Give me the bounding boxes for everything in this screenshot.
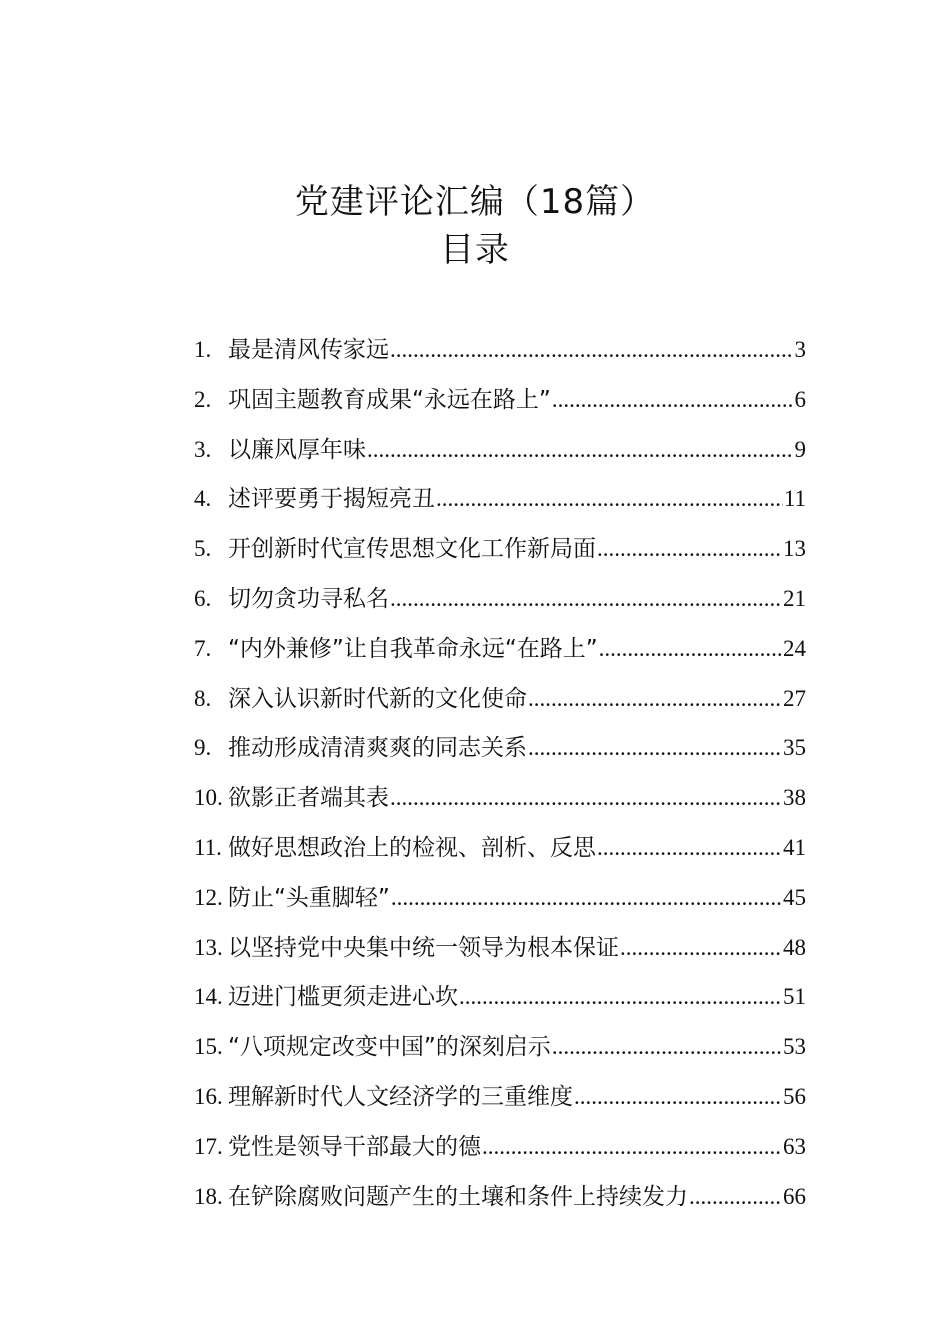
toc-entry[interactable] <box>194 1127 806 1177</box>
toc-entry-number: 2. <box>194 386 212 412</box>
toc-entry-title: “内外兼修”让自我革命永远“在路上” <box>228 635 598 662</box>
toc-entry-number: 9. <box>194 735 212 761</box>
toc-entry[interactable] <box>194 928 806 978</box>
toc-entry[interactable] <box>194 1077 806 1127</box>
toc-entry-title: “八项规定改变中国”的深刻启示 <box>228 1034 551 1061</box>
dot-leader <box>528 679 782 719</box>
document-title: 党建评论汇编（18篇） <box>294 182 656 222</box>
toc-entry-number: 12. <box>194 884 223 910</box>
toc-entry-page: 13 <box>783 536 806 562</box>
toc-entry-title: 以坚持党中央集中统一领导为根本保证 <box>228 934 619 961</box>
toc-entry-title: 做好思想政治上的检视、剖析、反思 <box>228 834 596 861</box>
toc-entry[interactable] <box>194 479 806 529</box>
toc-entry-number: 16. <box>194 1083 223 1109</box>
toc-entry-page: 38 <box>783 785 806 811</box>
dot-leader <box>390 579 782 619</box>
toc-entry[interactable] <box>194 629 806 679</box>
toc-entry-number: 17. <box>194 1133 223 1159</box>
toc-entry-number: 14. <box>194 984 223 1010</box>
dot-leader <box>599 629 782 669</box>
toc-entry-number: 13. <box>194 934 223 960</box>
toc-entry[interactable] <box>194 1027 806 1077</box>
toc-entry-page: 51 <box>783 984 806 1010</box>
toc-entry-number: 5. <box>194 536 212 562</box>
toc-entry-title: 推动形成清清爽爽的同志关系 <box>228 735 527 762</box>
toc-entry[interactable] <box>194 430 806 480</box>
toc-entry-page: 48 <box>783 934 806 960</box>
dot-leader <box>552 1027 782 1067</box>
toc-entry-title: 在铲除腐败问题产生的土壤和条件上持续发力 <box>228 1183 688 1210</box>
toc-entry-title: 深入认识新时代新的文化使命 <box>228 685 527 712</box>
dot-leader <box>597 529 782 569</box>
toc-entry-number: 10. <box>194 785 223 811</box>
dot-leader <box>689 1177 782 1217</box>
toc-entry[interactable] <box>194 380 806 430</box>
toc-entry-number: 3. <box>194 436 212 462</box>
dot-leader <box>597 828 782 868</box>
toc-entry-page: 6 <box>794 386 806 412</box>
toc-entry-title: 述评要勇于揭短亮丑 <box>228 486 435 513</box>
toc-entry-page: 41 <box>783 834 806 860</box>
toc-entry-page: 9 <box>794 436 806 462</box>
toc-entry-page: 63 <box>783 1133 806 1159</box>
table-of-contents <box>194 330 806 1226</box>
toc-entry[interactable] <box>194 1177 806 1227</box>
toc-entry[interactable] <box>194 579 806 629</box>
toc-entry[interactable] <box>194 977 806 1027</box>
dot-leader <box>367 430 794 470</box>
toc-entry-title: 切勿贪功寻私名 <box>228 585 389 612</box>
toc-entry-number: 15. <box>194 1034 223 1060</box>
dot-leader <box>482 1127 782 1167</box>
toc-entry-title: 最是清风传家远 <box>228 337 389 363</box>
toc-entry-page: 45 <box>783 884 806 910</box>
dot-leader <box>620 928 782 968</box>
toc-entry-number: 4. <box>194 486 212 512</box>
toc-entry-page: 11 <box>783 486 806 512</box>
toc-entry-page: 21 <box>783 585 806 611</box>
toc-entry[interactable] <box>194 778 806 828</box>
toc-entry-number: 6. <box>194 585 212 611</box>
toc-entry[interactable] <box>194 679 806 729</box>
dot-leader <box>390 330 794 370</box>
toc-heading: 目录 <box>440 230 510 270</box>
toc-entry-number: 1. <box>194 337 212 362</box>
toc-entry-page: 3 <box>794 337 806 362</box>
toc-entry-number: 18. <box>194 1183 223 1209</box>
dot-leader <box>390 778 782 818</box>
toc-entry-number: 8. <box>194 685 212 711</box>
dot-leader <box>391 878 782 918</box>
dot-leader <box>436 479 783 519</box>
dot-leader <box>552 380 794 420</box>
toc-entry-page: 66 <box>783 1183 806 1209</box>
toc-entry-page: 27 <box>783 685 806 711</box>
toc-entry-title: 理解新时代人文经济学的三重维度 <box>228 1083 573 1110</box>
toc-entry[interactable] <box>194 330 806 380</box>
toc-entry-page: 35 <box>783 735 806 761</box>
toc-entry-title: 防止“头重脚轻” <box>228 884 390 911</box>
dot-leader <box>574 1077 782 1117</box>
toc-entry-number: 11. <box>194 834 222 860</box>
toc-entry-title: 开创新时代宣传思想文化工作新局面 <box>228 536 596 563</box>
toc-entry[interactable] <box>194 728 806 778</box>
toc-entry-page: 24 <box>783 635 806 661</box>
toc-entry-title: 以廉风厚年味 <box>228 436 366 463</box>
toc-entry[interactable] <box>194 529 806 579</box>
toc-entry-title: 迈进门槛更须走进心坎 <box>228 984 458 1011</box>
toc-entry-title: 欲影正者端其表 <box>228 785 389 812</box>
toc-entry-title: 巩固主题教育成果“永远在路上” <box>228 386 551 413</box>
toc-entry-page: 56 <box>783 1083 806 1109</box>
toc-entry-title: 党性是领导干部最大的德 <box>228 1133 481 1160</box>
dot-leader <box>459 977 782 1017</box>
toc-entry[interactable] <box>194 878 806 928</box>
toc-entry[interactable] <box>194 828 806 878</box>
toc-entry-page: 53 <box>783 1034 806 1060</box>
toc-entry-number: 7. <box>194 635 212 661</box>
dot-leader <box>528 728 782 768</box>
